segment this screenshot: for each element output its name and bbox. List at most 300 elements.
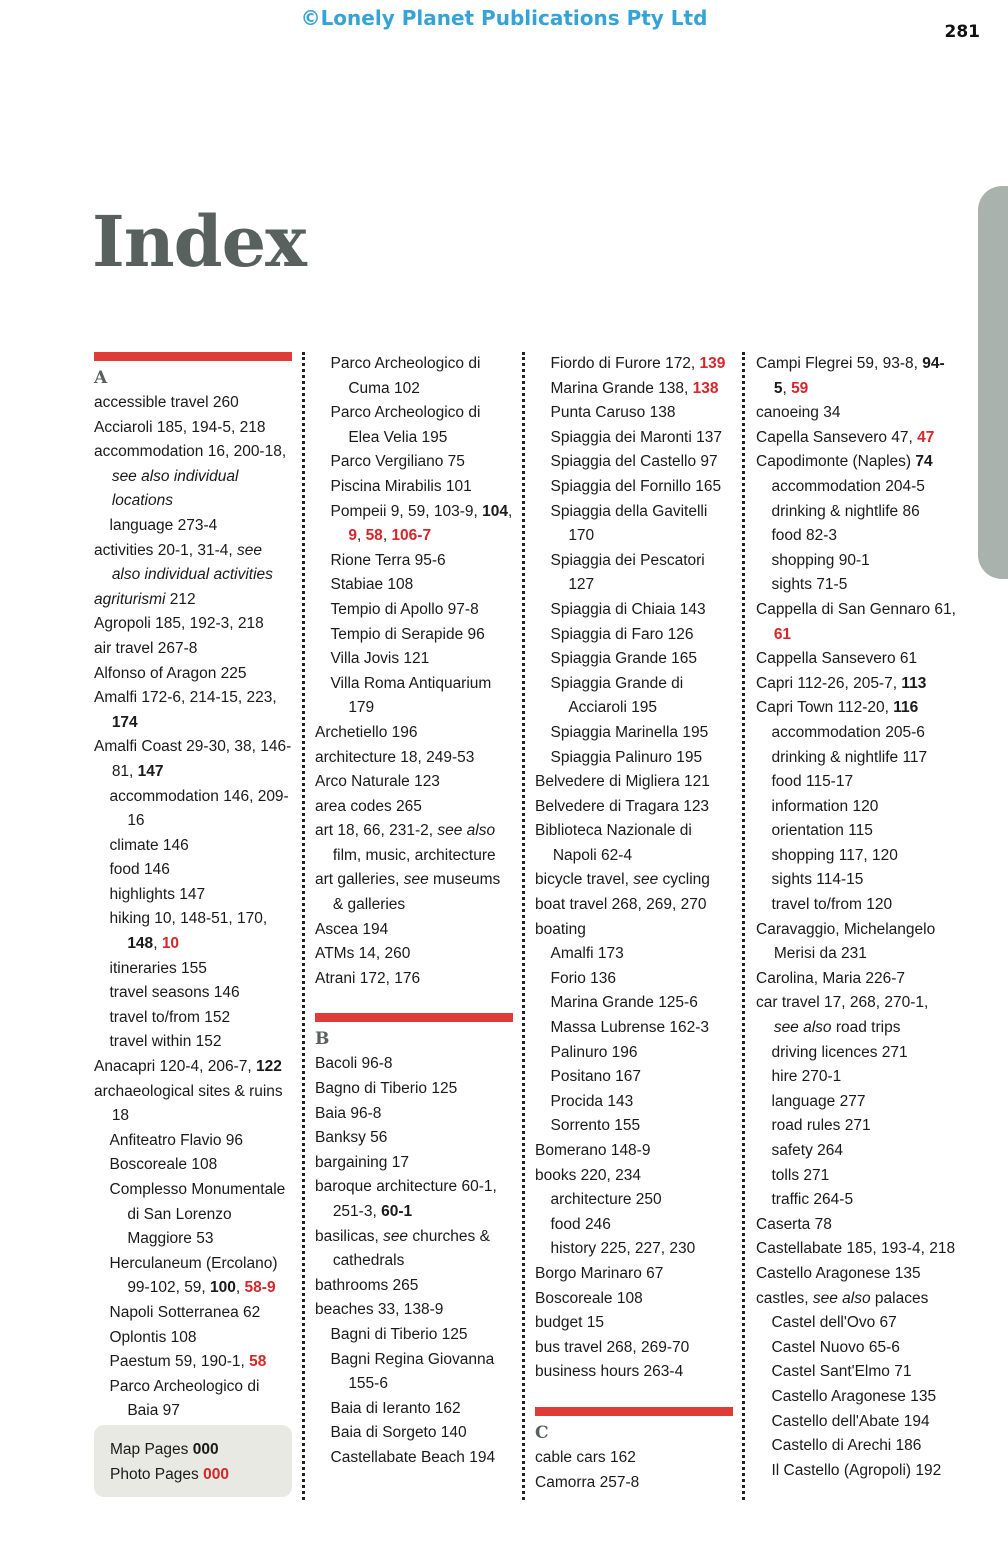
entry-text: Spiaggia Grande 165 bbox=[550, 650, 698, 668]
entry-text: Napoli Sotterranea 62 bbox=[109, 1303, 261, 1321]
index-entry bbox=[756, 672, 956, 697]
entry-text: car travel 17, 268, 270-1, bbox=[756, 994, 929, 1012]
index-subentry bbox=[756, 1188, 956, 1213]
entry-text: see also bbox=[812, 1289, 871, 1307]
index-subentry bbox=[756, 1139, 956, 1164]
index-subentry bbox=[535, 352, 733, 377]
entry-text: Castel dell'Ovo 67 bbox=[771, 1314, 897, 1332]
index-subentry bbox=[94, 834, 292, 859]
entry-text: Capodimonte (Naples) bbox=[756, 453, 916, 471]
entry-text: Punta Caruso 138 bbox=[550, 404, 676, 422]
entry-text: history 225, 227, 230 bbox=[550, 1240, 696, 1258]
index-entry bbox=[756, 598, 956, 647]
index-column-4 bbox=[756, 352, 956, 1483]
entry-text: Marina Grande 138, bbox=[550, 379, 693, 397]
index-subentry bbox=[315, 1348, 513, 1397]
index-entry bbox=[756, 967, 956, 992]
entry-text: accommodation 205-6 bbox=[771, 723, 925, 741]
photo-page-ref: 10 bbox=[161, 935, 180, 953]
index-entry bbox=[315, 746, 513, 771]
entry-text: Il Castello (Agropoli) 192 bbox=[771, 1461, 942, 1479]
map-page-ref: 174 bbox=[111, 713, 138, 731]
entry-text: Pompeii 9, 59, 103-9, bbox=[330, 502, 483, 520]
index-subentry bbox=[315, 623, 513, 648]
index-subentry bbox=[315, 475, 513, 500]
entry-text: Amalfi Coast 29-30, 38, 146-81, bbox=[94, 738, 292, 780]
index-entry bbox=[315, 721, 513, 746]
entry-text: driving licences 271 bbox=[771, 1043, 908, 1061]
entry-text: sights 71-5 bbox=[771, 576, 848, 594]
index-subentry bbox=[315, 549, 513, 574]
index-entry bbox=[94, 662, 292, 687]
index-subentry bbox=[94, 883, 292, 908]
entry-text: Complesso Monumentale di San Lorenzo Maggiore 53 bbox=[109, 1181, 286, 1248]
map-page-ref: 116 bbox=[893, 699, 919, 717]
entry-text: Spiaggia del Castello 97 bbox=[550, 453, 718, 471]
entry-text: tolls 271 bbox=[771, 1166, 830, 1184]
index-entry bbox=[315, 967, 513, 992]
index-entry bbox=[315, 1175, 513, 1224]
index-subentry bbox=[315, 573, 513, 598]
index-entry bbox=[756, 426, 956, 451]
index-subentry bbox=[756, 819, 956, 844]
photo-page-ref: 59 bbox=[791, 379, 809, 397]
entry-text: Massa Lubrense 162-3 bbox=[550, 1019, 710, 1037]
entry-text: books 220, 234 bbox=[535, 1166, 642, 1184]
entry-text: Atrani 172, 176 bbox=[315, 969, 421, 987]
index-entry bbox=[535, 795, 733, 820]
entry-text: castles, bbox=[756, 1289, 813, 1307]
entry-text: Castellabate 185, 193-4, 218 bbox=[756, 1240, 956, 1258]
entry-text: Bagno di Tiberio 125 bbox=[315, 1080, 458, 1098]
index-entry bbox=[94, 1055, 292, 1080]
entry-text: Banksy 56 bbox=[315, 1129, 388, 1147]
entry-text: travel seasons 146 bbox=[109, 984, 240, 1002]
entry-text: traffic 264-5 bbox=[771, 1191, 854, 1209]
entry-text: , bbox=[508, 502, 513, 520]
index-subentry bbox=[535, 377, 733, 402]
index-entry bbox=[94, 1080, 292, 1129]
entry-text: Spiaggia Marinella 195 bbox=[550, 723, 709, 741]
entry-text: , bbox=[235, 1279, 245, 1297]
index-subentry bbox=[756, 1385, 956, 1410]
index-subentry bbox=[535, 1090, 733, 1115]
entry-text: highlights 147 bbox=[109, 885, 206, 903]
index-subentry bbox=[535, 1188, 733, 1213]
index-entry bbox=[315, 1225, 513, 1274]
entry-text: canoeing 34 bbox=[756, 404, 841, 422]
entry-text: itineraries 155 bbox=[109, 959, 207, 977]
entry-text: business hours 263-4 bbox=[535, 1363, 684, 1381]
entry-text: Procida 143 bbox=[550, 1092, 634, 1110]
index-entry bbox=[756, 1262, 956, 1287]
index-subentry bbox=[756, 770, 956, 795]
entry-text: Bagni di Tiberio 125 bbox=[330, 1325, 468, 1343]
index-entry bbox=[315, 819, 513, 868]
entry-text: baroque architecture 60-1, 251-3, bbox=[315, 1178, 497, 1220]
entry-text: Archetiello 196 bbox=[315, 723, 418, 741]
entry-text: air travel 267-8 bbox=[94, 639, 198, 657]
map-page-ref: 60-1 bbox=[381, 1203, 413, 1220]
index-subentry bbox=[756, 1164, 956, 1189]
entry-text: Baia 96-8 bbox=[315, 1104, 382, 1122]
index-subentry bbox=[756, 475, 956, 500]
entry-text: see bbox=[633, 871, 659, 889]
index-subentry bbox=[756, 500, 956, 525]
entry-text: sights 114-15 bbox=[771, 871, 864, 889]
index-entry bbox=[315, 1052, 513, 1077]
entry-text: Marina Grande 125-6 bbox=[550, 994, 698, 1012]
entry-text: Spiaggia dei Pescatori 127 bbox=[550, 551, 705, 594]
index-entry bbox=[94, 637, 292, 662]
entry-text: Parco Vergiliano 75 bbox=[330, 453, 465, 471]
section-bar bbox=[535, 1407, 733, 1416]
photo-page-ref: 106-7 bbox=[391, 527, 432, 545]
index-subentry bbox=[535, 721, 733, 746]
index-subentry bbox=[535, 549, 733, 598]
entry-text: see also individual locations bbox=[111, 467, 239, 510]
entry-text: beaches 33, 138-9 bbox=[315, 1301, 444, 1319]
entry-text: safety 264 bbox=[771, 1142, 844, 1159]
entry-text: Capri Town 112-20, bbox=[756, 699, 894, 717]
index-subentry bbox=[94, 907, 292, 956]
index-entry bbox=[94, 612, 292, 637]
entry-text: basilicas, bbox=[315, 1227, 384, 1245]
index-subentry bbox=[315, 450, 513, 475]
index-entry bbox=[94, 588, 292, 613]
entry-text: Parco Archeologico di Cuma 102 bbox=[330, 355, 481, 397]
entry-text: language 277 bbox=[771, 1092, 866, 1110]
entry-text: cable cars 162 bbox=[535, 1448, 636, 1466]
entry-text: shopping 117, 120 bbox=[771, 846, 898, 864]
entry-text: Positano 167 bbox=[550, 1068, 641, 1086]
legend-map-pages-label: Map Pages bbox=[110, 1441, 189, 1458]
index-entry bbox=[535, 1336, 733, 1361]
entry-text: Anacapri 120-4, 206-7, bbox=[94, 1058, 256, 1076]
entry-text: bargaining 17 bbox=[315, 1153, 409, 1171]
entry-text: Boscoreale 108 bbox=[535, 1289, 643, 1307]
index-entry bbox=[315, 1077, 513, 1102]
index-subentry bbox=[94, 1178, 292, 1252]
entry-text: Capri 112-26, 205-7, bbox=[756, 674, 902, 692]
entry-text: Campi Flegrei 59, 93-8, bbox=[756, 355, 923, 372]
entry-text: Herculaneum (Ercolano) 99-102, 59, bbox=[109, 1254, 278, 1297]
entry-text: agriturismi bbox=[94, 590, 166, 608]
entry-text: Castello dell'Abate 194 bbox=[771, 1412, 930, 1430]
index-subentry bbox=[535, 475, 733, 500]
index-subentry bbox=[535, 1016, 733, 1041]
index-subentry bbox=[94, 514, 292, 539]
thumb-tab bbox=[978, 186, 1008, 579]
index-subentry bbox=[535, 1213, 733, 1238]
index-entry bbox=[535, 819, 733, 868]
index-entry bbox=[315, 795, 513, 820]
index-subentry bbox=[756, 795, 956, 820]
entry-text: Spiaggia di Chiaia 143 bbox=[550, 600, 706, 618]
index-subentry bbox=[756, 1311, 956, 1336]
entry-text: food 246 bbox=[550, 1215, 611, 1233]
entry-text: shopping 90-1 bbox=[771, 551, 870, 569]
entry-text: film, music, architecture bbox=[332, 846, 496, 864]
index-subentry bbox=[94, 1030, 292, 1055]
entry-text: activities 20-1, 31-4, bbox=[94, 541, 238, 559]
index-entry bbox=[535, 918, 733, 943]
entry-text: Oplontis 108 bbox=[109, 1328, 197, 1346]
index-entry bbox=[535, 770, 733, 795]
entry-text: road rules 271 bbox=[771, 1117, 871, 1135]
index-entry bbox=[535, 1311, 733, 1336]
entry-text: Bomerano 148-9 bbox=[535, 1142, 651, 1159]
index-subentry bbox=[94, 1301, 292, 1326]
index-subentry bbox=[315, 1446, 513, 1471]
photo-page-ref: 47 bbox=[917, 428, 935, 446]
index-subentry bbox=[535, 942, 733, 967]
index-entry bbox=[94, 735, 292, 784]
entry-text: archaeological sites & ruins 18 bbox=[94, 1082, 283, 1125]
entry-text: Bagni Regina Giovanna 155-6 bbox=[330, 1350, 495, 1393]
entry-text: Acciaroli 185, 194-5, 218 bbox=[94, 418, 266, 436]
index-subentry bbox=[94, 858, 292, 883]
entry-text: Spiaggia dei Maronti 137 bbox=[550, 428, 722, 446]
entry-text: Agropoli 185, 192-3, 218 bbox=[94, 615, 264, 633]
entry-text: drinking & nightlife 117 bbox=[771, 748, 928, 766]
index-entry bbox=[94, 539, 292, 588]
map-page-ref: 74 bbox=[915, 453, 933, 471]
entry-text: Castello di Arechi 186 bbox=[771, 1437, 922, 1455]
index-entry bbox=[535, 1360, 733, 1385]
entry-text: accommodation 16, 200-18, bbox=[94, 443, 287, 461]
entry-text: Villa Roma Antiquarium 179 bbox=[330, 674, 492, 717]
section-bar bbox=[94, 352, 292, 361]
entry-text: food 115-17 bbox=[771, 773, 854, 791]
entry-text: museums & galleries bbox=[332, 871, 501, 914]
entry-text: Palinuro 196 bbox=[550, 1043, 638, 1061]
map-page-ref: 104 bbox=[482, 502, 509, 520]
entry-text: bicycle travel, bbox=[535, 871, 634, 889]
entry-text: accommodation 204-5 bbox=[771, 477, 925, 495]
entry-text: Villa Jovis 121 bbox=[330, 650, 430, 668]
index-subentry bbox=[535, 1114, 733, 1139]
index-subentry bbox=[756, 1090, 956, 1115]
entry-text: palaces bbox=[870, 1289, 929, 1307]
photo-page-ref: 58-9 bbox=[244, 1279, 276, 1297]
index-subentry bbox=[535, 426, 733, 451]
entry-text: Camorra 257-8 bbox=[535, 1473, 640, 1491]
entry-text: Parco Archeologico di Elea Velia 195 bbox=[330, 404, 481, 446]
entry-text: budget 15 bbox=[535, 1314, 604, 1332]
index-subentry bbox=[315, 352, 513, 401]
entry-text: Castello Aragonese 135 bbox=[756, 1264, 921, 1282]
entry-text: information 120 bbox=[771, 797, 879, 815]
index-subentry bbox=[756, 844, 956, 869]
entry-text: Piscina Mirabilis 101 bbox=[330, 477, 472, 495]
entry-text: bus travel 268, 269-70 bbox=[535, 1338, 690, 1356]
entry-text: see bbox=[403, 871, 429, 889]
entry-text: Baia di Ieranto 162 bbox=[330, 1399, 461, 1417]
section-letter: C bbox=[535, 1422, 549, 1443]
page-number: 281 bbox=[944, 22, 980, 42]
entry-text: Sorrento 155 bbox=[550, 1117, 641, 1135]
map-page-ref: 148 bbox=[127, 935, 154, 953]
index-subentry bbox=[535, 623, 733, 648]
index-subentry bbox=[535, 672, 733, 721]
index-subentry bbox=[315, 401, 513, 450]
photo-page-ref: 138 bbox=[692, 379, 719, 397]
entry-text: food 82-3 bbox=[771, 527, 837, 545]
index-entry bbox=[535, 1139, 733, 1164]
section-bar bbox=[315, 1013, 513, 1022]
index-entry bbox=[535, 1471, 733, 1496]
photo-page-ref: 9 bbox=[348, 527, 357, 545]
index-entry bbox=[94, 416, 292, 441]
index-entry bbox=[315, 1102, 513, 1127]
entry-text: , bbox=[782, 379, 792, 397]
copyright-notice: ©Lonely Planet Publications Pty Ltd bbox=[300, 6, 708, 30]
entry-text: climate 146 bbox=[109, 836, 189, 854]
column-divider bbox=[302, 352, 305, 1500]
photo-page-ref: 58 bbox=[365, 527, 383, 545]
index-entry bbox=[756, 1237, 956, 1262]
entry-text: orientation 115 bbox=[771, 822, 873, 840]
index-subentry bbox=[94, 1252, 292, 1301]
index-entry bbox=[535, 1262, 733, 1287]
page-title: Index bbox=[92, 200, 306, 283]
index-subentry bbox=[315, 1397, 513, 1422]
index-entry bbox=[756, 696, 956, 721]
entry-text: Castel Sant'Elmo 71 bbox=[771, 1363, 912, 1381]
index-subentry bbox=[94, 785, 292, 834]
index-entry bbox=[315, 1298, 513, 1323]
legend-photo-pages-value: 000 bbox=[203, 1466, 229, 1483]
index-entry bbox=[315, 1126, 513, 1151]
index-subentry bbox=[535, 967, 733, 992]
map-page-ref: 100 bbox=[210, 1279, 236, 1297]
section-letter: B bbox=[315, 1029, 330, 1050]
entry-text: see also bbox=[773, 1019, 832, 1037]
entry-text: 212 bbox=[165, 590, 196, 608]
index-entry bbox=[94, 440, 292, 514]
index-subentry bbox=[94, 1129, 292, 1154]
entry-text: Biblioteca Nazionale di Napoli 62-4 bbox=[535, 822, 692, 864]
index-subentry bbox=[94, 1375, 292, 1424]
photo-page-ref: 61 bbox=[773, 625, 792, 643]
entry-text: Caserta 78 bbox=[756, 1215, 832, 1233]
index-entry bbox=[535, 1287, 733, 1312]
entry-text: Belvedere di Tragara 123 bbox=[535, 797, 710, 815]
photo-page-ref: 139 bbox=[699, 355, 726, 372]
index-entry bbox=[535, 868, 733, 893]
index-subentry bbox=[315, 1421, 513, 1446]
entry-text: language 273-4 bbox=[109, 516, 218, 534]
entry-text: Castellabate Beach 194 bbox=[330, 1448, 496, 1466]
page-legend bbox=[94, 1425, 292, 1497]
index-subentry bbox=[315, 672, 513, 721]
entry-text: art 18, 66, 231-2, bbox=[315, 822, 438, 840]
entry-text: Alfonso of Aragon 225 bbox=[94, 664, 247, 682]
index-subentry bbox=[756, 524, 956, 549]
entry-text: ATMs 14, 260 bbox=[315, 945, 411, 963]
index-subentry bbox=[756, 1114, 956, 1139]
entry-text: bathrooms 265 bbox=[315, 1276, 419, 1294]
index-subentry bbox=[756, 573, 956, 598]
index-entry bbox=[756, 1287, 956, 1312]
index-entry bbox=[756, 647, 956, 672]
entry-text: Cappella di San Gennaro 61, bbox=[756, 600, 956, 618]
entry-text: Stabiae 108 bbox=[330, 576, 414, 594]
index-column-3 bbox=[535, 352, 733, 1495]
column-divider bbox=[522, 352, 525, 1500]
entry-text: Bacoli 96-8 bbox=[315, 1055, 393, 1073]
entry-text: Ascea 194 bbox=[315, 920, 389, 938]
index-subentry bbox=[756, 893, 956, 918]
entry-text: Parco Archeologico di Baia 97 bbox=[109, 1377, 260, 1420]
index-subentry bbox=[756, 1434, 956, 1459]
index-entry bbox=[535, 1446, 733, 1471]
entry-text: boat travel 268, 269, 270 bbox=[535, 896, 707, 914]
index-subentry bbox=[94, 1326, 292, 1351]
index-subentry bbox=[756, 1336, 956, 1361]
entry-text: Spiaggia di Faro 126 bbox=[550, 625, 694, 643]
index-column-1 bbox=[94, 352, 292, 1424]
entry-text: road trips bbox=[831, 1019, 901, 1037]
index-entry bbox=[535, 893, 733, 918]
index-subentry bbox=[535, 647, 733, 672]
index-entry bbox=[94, 686, 292, 735]
entry-text: see also bbox=[437, 822, 496, 840]
entry-text: drinking & nightlife 86 bbox=[771, 502, 920, 520]
index-entry bbox=[756, 918, 956, 967]
entry-text: Capella Sansevero 47, bbox=[756, 428, 918, 446]
index-subentry bbox=[94, 1350, 292, 1375]
entry-text: Boscoreale 108 bbox=[109, 1156, 218, 1174]
index-entry bbox=[315, 770, 513, 795]
entry-text: Amalfi 173 bbox=[550, 945, 624, 963]
index-entry bbox=[756, 1213, 956, 1238]
map-page-ref: 122 bbox=[256, 1058, 282, 1076]
index-subentry bbox=[315, 647, 513, 672]
index-subentry bbox=[756, 746, 956, 771]
index-subentry bbox=[756, 868, 956, 893]
index-subentry bbox=[535, 500, 733, 549]
entry-text: travel to/from 152 bbox=[109, 1008, 231, 1026]
entry-text: , bbox=[382, 527, 392, 545]
map-page-ref: 94-5 bbox=[773, 355, 945, 397]
index-subentry bbox=[535, 1041, 733, 1066]
entry-text: Castello Aragonese 135 bbox=[771, 1387, 937, 1405]
entry-text: hire 270-1 bbox=[771, 1068, 842, 1086]
entry-text: churches & cathedrals bbox=[332, 1227, 490, 1270]
entry-text: Spiaggia della Gavitelli 170 bbox=[550, 502, 708, 545]
index-entry bbox=[315, 918, 513, 943]
entry-text: travel within 152 bbox=[109, 1033, 222, 1051]
entry-text: Borgo Marinaro 67 bbox=[535, 1264, 664, 1282]
index-subentry bbox=[756, 1410, 956, 1435]
index-subentry bbox=[756, 1459, 956, 1484]
map-page-ref: 147 bbox=[137, 762, 164, 780]
index-subentry bbox=[535, 1065, 733, 1090]
index-entry bbox=[756, 991, 956, 1040]
entry-text: travel to/from 120 bbox=[771, 896, 893, 914]
index-subentry bbox=[535, 598, 733, 623]
index-subentry bbox=[94, 1153, 292, 1178]
entry-text: Tempio di Serapide 96 bbox=[330, 625, 485, 643]
index-entry bbox=[94, 391, 292, 416]
entry-text: cycling bbox=[658, 871, 710, 889]
index-subentry bbox=[535, 991, 733, 1016]
entry-text: accommodation 146, 209-16 bbox=[109, 787, 289, 830]
index-entry bbox=[315, 942, 513, 967]
entry-text: art galleries, bbox=[315, 871, 404, 889]
